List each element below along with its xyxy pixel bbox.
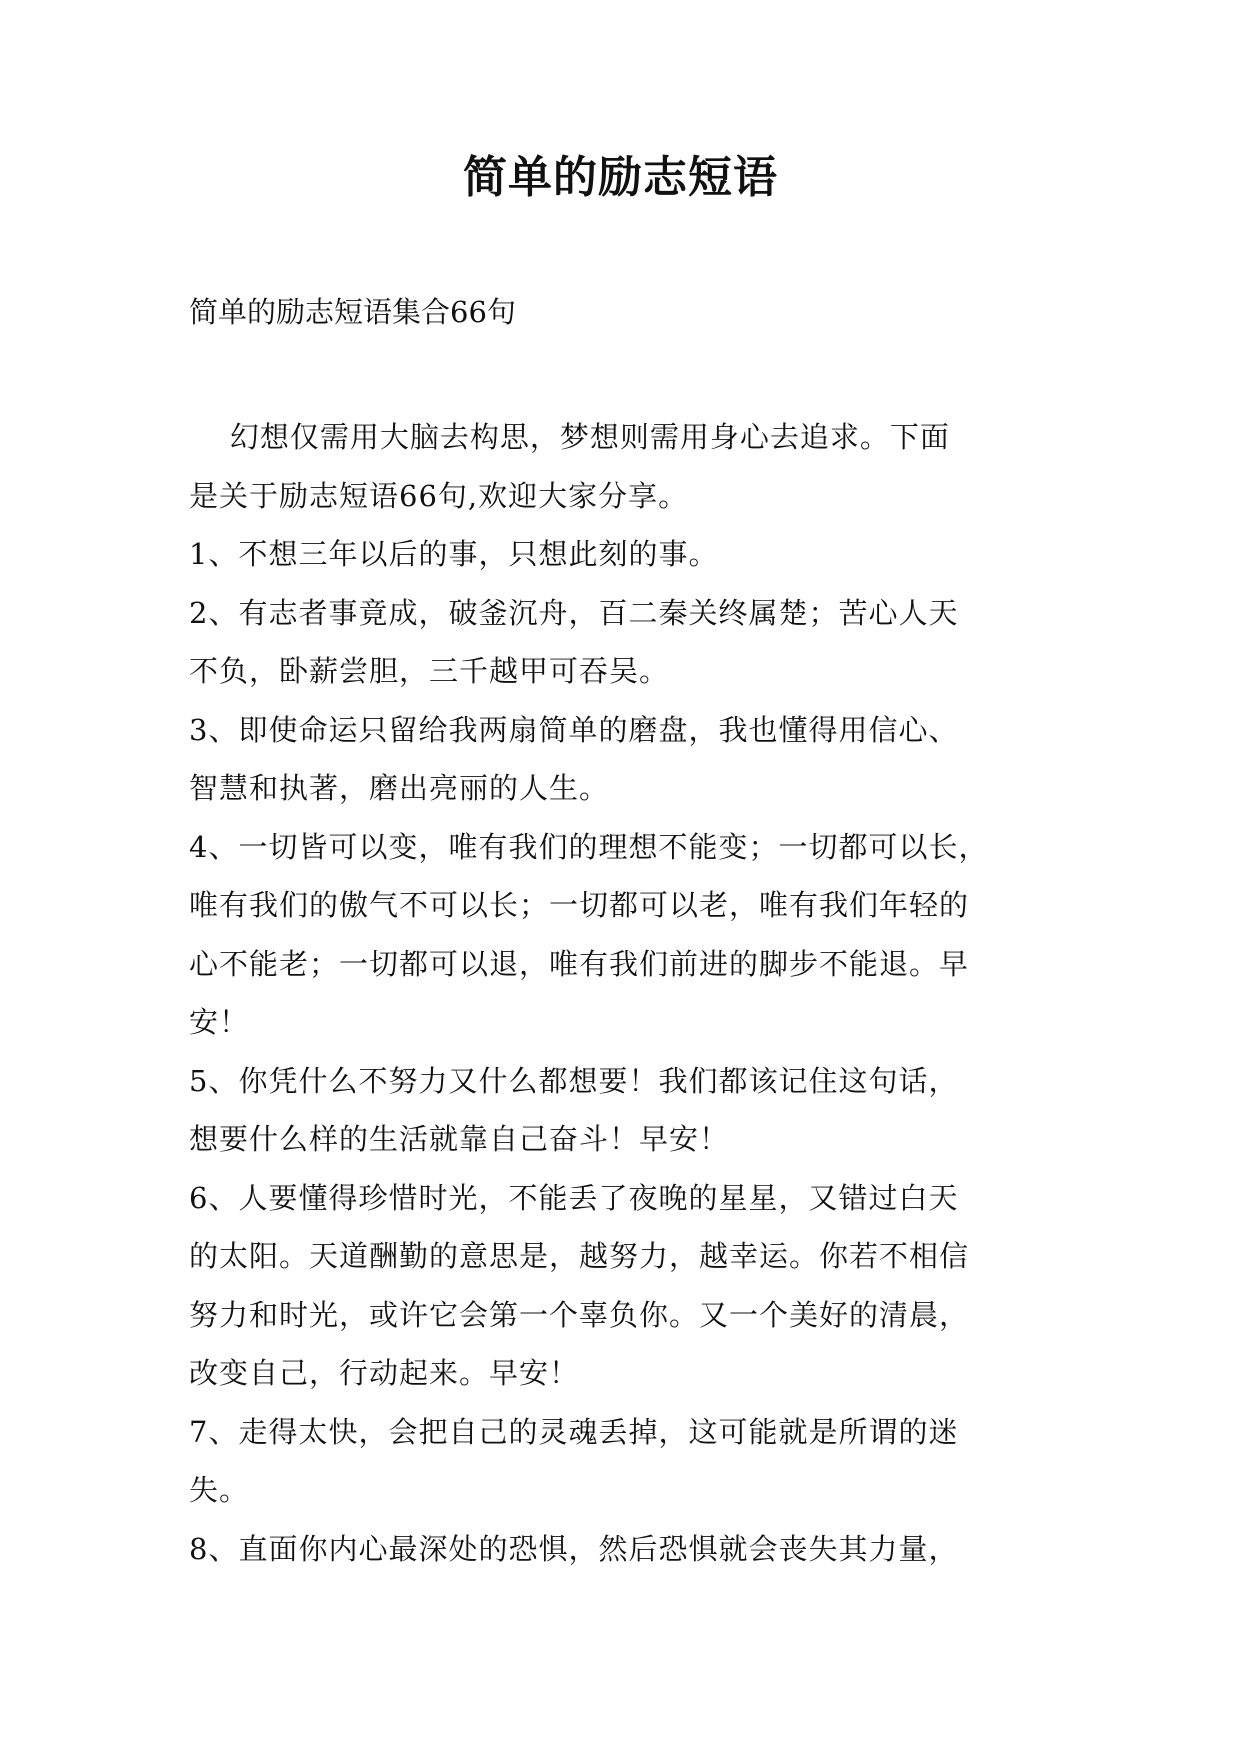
body-line: 心不能老；一切都可以退，唯有我们前进的脚步不能退。早 (189, 946, 970, 981)
body-line: 6、人要懂得珍惜时光，不能丢了夜晚的星星，又错过白天 (189, 1180, 959, 1215)
body-line: 改变自己，行动起来。早安！ (189, 1356, 580, 1390)
body-line: 是关于励志短语66句,欢迎大家分享。 (189, 478, 689, 513)
body-line: 7、走得太快，会把自己的灵魂丢掉，这可能就是所谓的迷 (189, 1414, 959, 1449)
document-subtitle: 简单的励志短语集合66句 (189, 295, 516, 329)
body-line: 的太阳。天道酬勤的意思是，越努力，越幸运。你若不相信 (189, 1239, 970, 1273)
body-line: 3、即使命运只留给我两扇简单的磨盘，我也懂得用信心、 (189, 712, 959, 747)
body-line: 失。 (189, 1473, 250, 1507)
body-line: 2、有志者事竟成，破釜沉舟，百二秦关终属楚；苦心人天 (189, 595, 959, 630)
body-line: 努力和时光，或许它会第一个辜负你。又一个美好的清晨， (189, 1297, 970, 1332)
document-body (189, 408, 1069, 1578)
body-line: 8、直面你内心最深处的恐惧，然后恐惧就会丧失其力量， (189, 1531, 959, 1566)
body-line: 5、你凭什么不努力又什么都想要！我们都该记住这句话， (189, 1063, 959, 1098)
body-line: 1、不想三年以后的事，只想此刻的事。 (189, 537, 719, 571)
body-line: 唯有我们的傲气不可以长；一切都可以老，唯有我们年轻的 (189, 888, 970, 922)
body-line: 4、一切皆可以变，唯有我们的理想不能变；一切都可以长， (189, 829, 989, 864)
body-line: 安！ (189, 1005, 250, 1039)
document-title: 简单的励志短语 (463, 152, 778, 203)
body-line: 想要什么样的生活就靠自己奋斗！早安！ (189, 1122, 730, 1156)
body-line: 不负，卧薪尝胆，三千越甲可吞吴。 (189, 654, 670, 688)
body-line: 幻想仅需用大脑去构思，梦想则需用身心去追求。下面 (189, 420, 950, 454)
body-line: 智慧和执著，磨出亮丽的人生。 (189, 771, 610, 805)
